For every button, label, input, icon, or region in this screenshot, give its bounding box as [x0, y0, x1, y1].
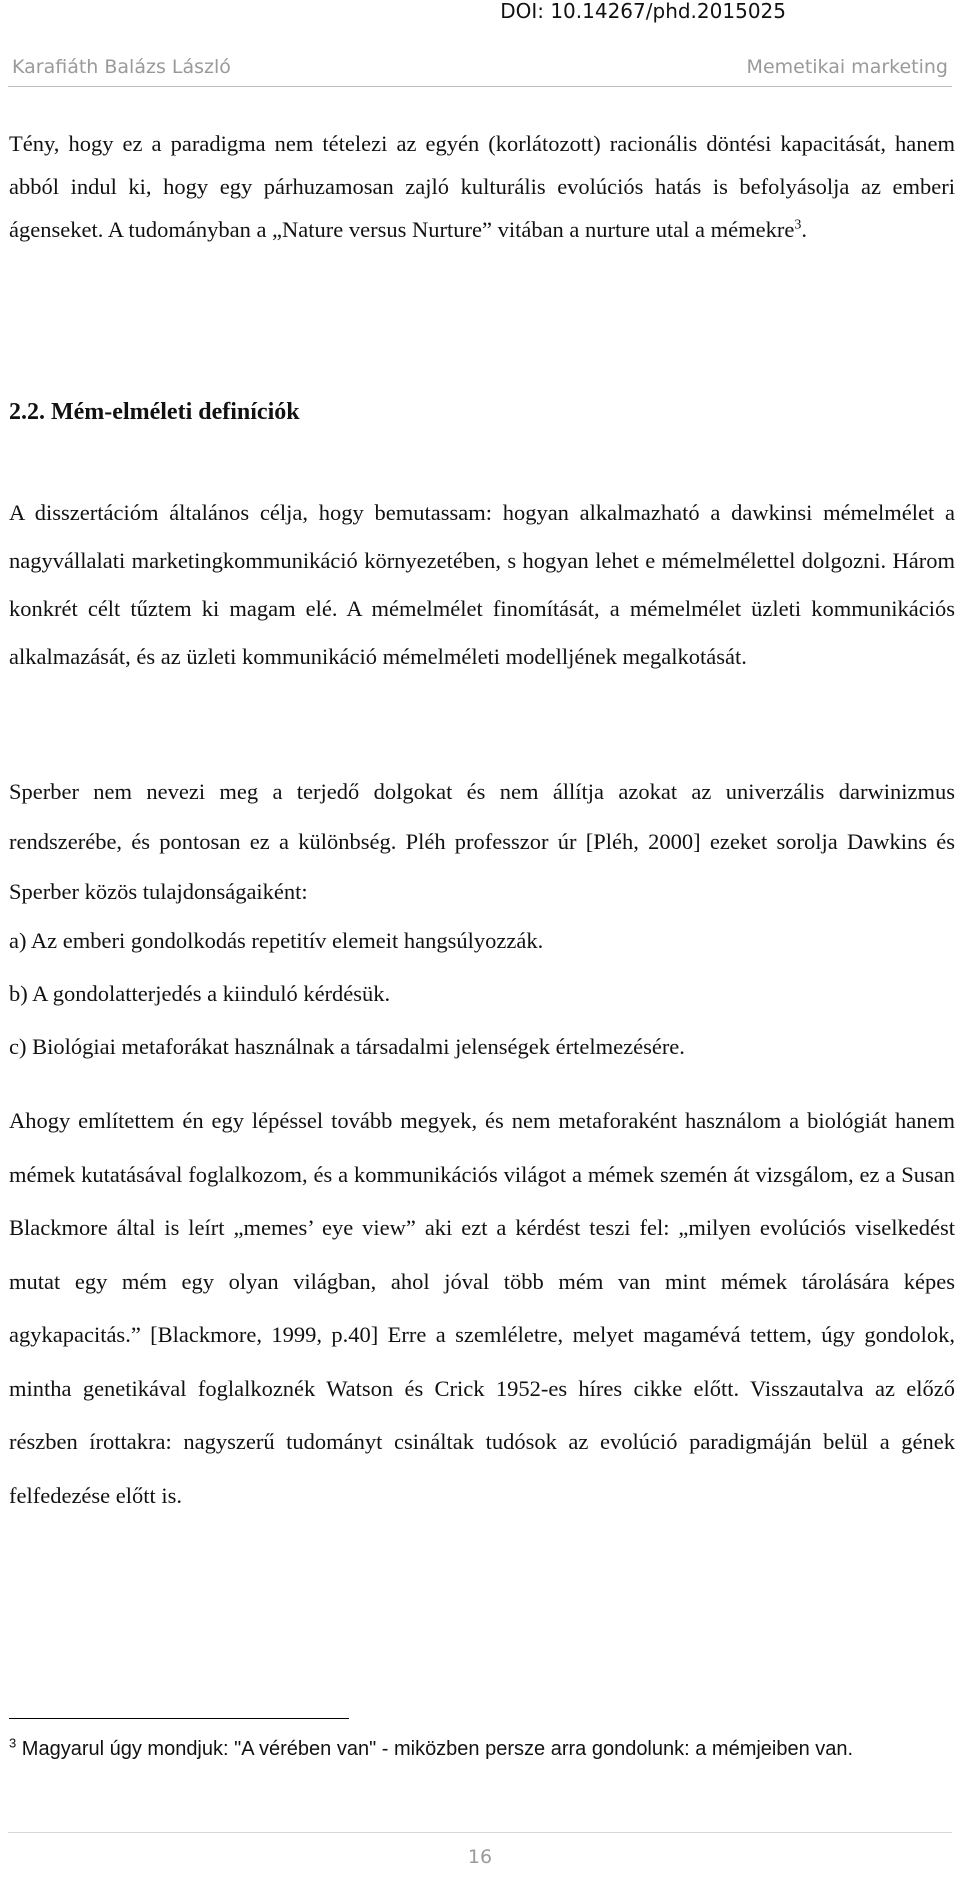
- footnote-ref: 3: [794, 217, 802, 233]
- paragraph-3: Ahogy említettem én egy lépéssel tovább megyek, és nem metaforaként használom a biológiát hanem mémek kutatásával foglalkozom, és a kommunikációs világot a mémek szemén át vizsgálom, ez a Susan Blackmore által is leírt „memes’ eye view” aki ezt a kérdést teszi fel: „milyen evolúciós viselkedést mutat egy mém egy olyan világban, ahol jóval több mém van mint mémek tárolására képes agykapacitás.” [Blackmore, 1999, p.40] Erre a szemléletre, melyet magamévá tettem, úgy gondolok, mintha genetikával foglalkoznék Watson és Crick 1952-es híres cikke előtt. Visszautalva az előző részben írottakra: nagyszerű tudományt csináltak tudósok az evolúció paradigmáján belül a gének felfedezése előtt is.: [9, 1108, 955, 1508]
- intro-text: Tény, hogy ez a paradigma nem tételezi az egyén (korlátozott) racionális döntési kapacitását, hanem abból indul ki, hogy egy párhuzamosan zajló kulturális evolúciós hatás is befolyásolja az emberi ágenseket. A tudományban a „Nature versus Nurture” vitában a nurture utal a mémekre: [9, 131, 955, 242]
- footnote-number: 3: [9, 1735, 17, 1751]
- running-header: [0, 52, 960, 88]
- footnote: [9, 1736, 909, 1762]
- list-item-b: b) A gondolatterjedés a kiinduló kérdésük.: [9, 981, 391, 1006]
- paragraph-3-block: [9, 1094, 955, 1522]
- intro-paragraph: [9, 122, 955, 251]
- paragraph-2: Sperber nem nevezi meg a terjedő dolgokat és nem állítja azokat az univerzális darwinizmus rendszerébe, és pontosan ez a különbség. Pléh professzor úr [Pléh, 2000] ezeket sorolja Dawkins és Sperber közös tulajdonságaiként:: [9, 779, 955, 904]
- paragraph-1: A disszertációm általános célja, hogy bemutassam: hogyan alkalmazható a dawkinsi mémelmélet a nagyvállalati marketingkommunikáció környezetében, s hogyan lehet e mémelmélettel dolgozni. Három konkrét célt tűztem ki magam elé. A mémelmélet finomítását, a mémelmélet üzleti kommunikációs alkalmazását, és az üzleti kommunikáció mémelméleti modelljének megalkotását.: [9, 500, 955, 669]
- header-author: Karafiáth Balázs László: [12, 56, 231, 78]
- intro-end: .: [801, 217, 807, 242]
- doi-label: DOI: 10.14267/phd.2015025: [500, 0, 786, 23]
- list-block: [9, 925, 955, 1063]
- header-title: Memetikai marketing: [746, 56, 948, 78]
- page-number: 16: [467, 1846, 493, 1868]
- list-item-a: a) Az emberi gondolkodás repetitív elemeit hangsúlyozzák.: [9, 928, 544, 953]
- list-item-c: c) Biológiai metaforákat használnak a társadalmi jelenségek értelmezésére.: [9, 1034, 685, 1059]
- paragraph-1-block: [9, 489, 955, 681]
- footer-divider: [8, 1832, 952, 1833]
- intro-block: [9, 122, 955, 251]
- section-heading: 2.2. Mém-elméleti definíciók: [9, 399, 300, 425]
- header-divider: [8, 86, 952, 87]
- footnote-divider: [9, 1718, 349, 1719]
- paragraph-2-block: [9, 767, 955, 917]
- footnote-text: Magyarul úgy mondjuk: "A vérében van" - miközben persze arra gondolunk: a mémjeiben van.: [16, 1738, 854, 1760]
